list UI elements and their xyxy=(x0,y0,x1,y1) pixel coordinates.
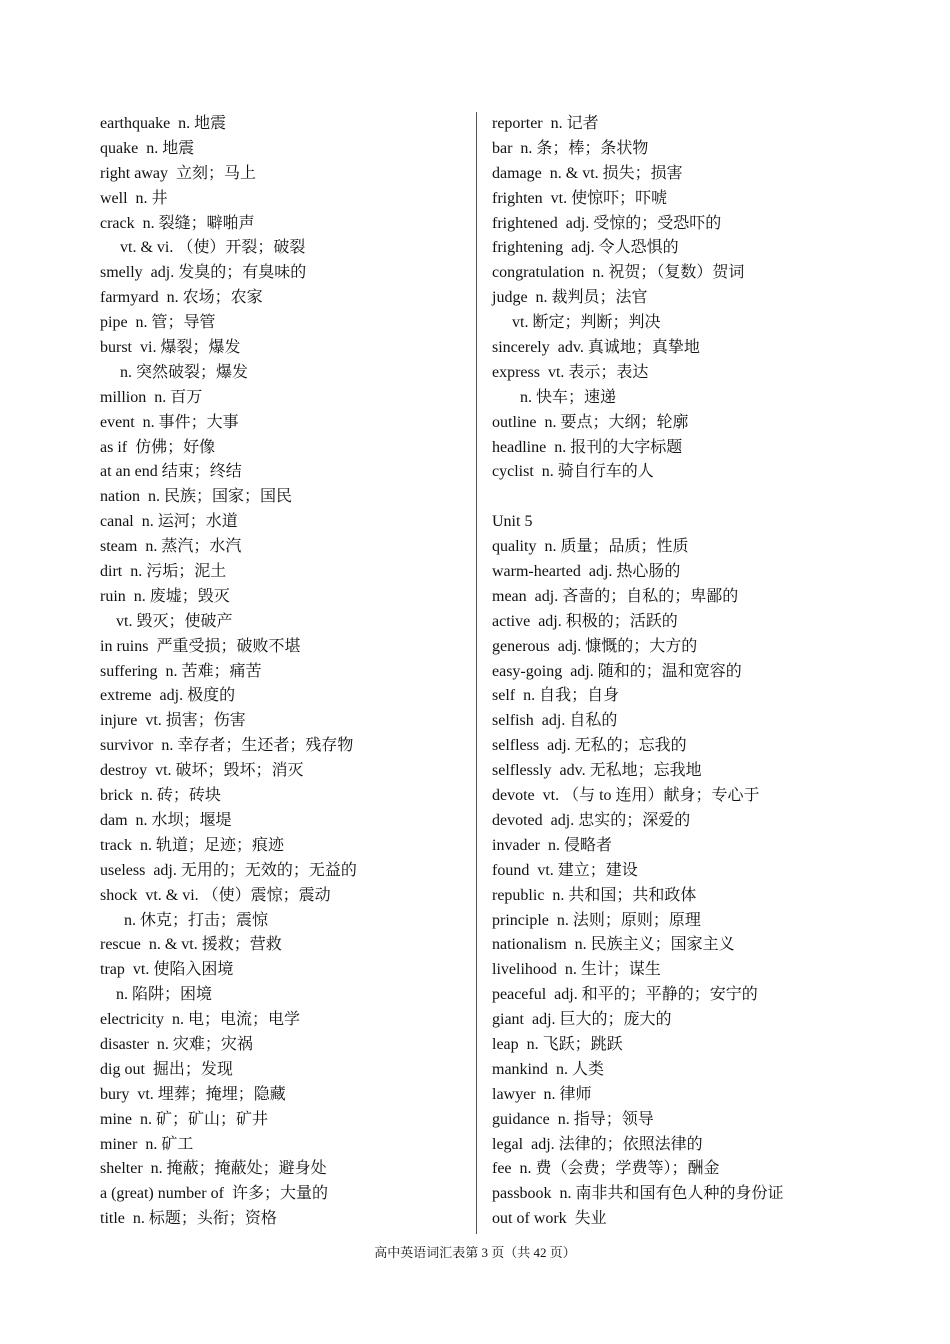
left-vocabulary-column xyxy=(100,112,468,1232)
vocabulary-entry: rescue n. & vt. 援救；营救 xyxy=(100,936,282,954)
vocabulary-entry: quality n. 质量；品质；性质 xyxy=(492,538,689,556)
vocabulary-entry: suffering n. 苦难；痛苦 xyxy=(100,662,262,680)
vocabulary-entry: selfish adj. 自私的 xyxy=(492,712,618,730)
vocabulary-entry: destroy vt. 破坏；毁坏；消灭 xyxy=(100,762,304,780)
vocabulary-entry: dam n. 水坝；堰堤 xyxy=(100,811,232,829)
vocabulary-entry: nation n. 民族；国家；国民 xyxy=(100,488,292,506)
vocabulary-entry: selflessly adv. 无私地；忘我地 xyxy=(492,762,702,780)
vocabulary-entry: burst vi. 爆裂；爆发 xyxy=(100,339,241,357)
vocabulary-entry: cyclist n. 骑自行车的人 xyxy=(492,463,654,481)
vocabulary-entry: damage n. & vt. 损失；损害 xyxy=(492,164,683,182)
right-vocabulary-column xyxy=(492,112,912,1232)
vocabulary-entry: livelihood n. 生计；谋生 xyxy=(492,961,661,979)
vocabulary-entry: well n. 井 xyxy=(100,189,168,207)
vocabulary-entry: ruin n. 废墟；毁灭 xyxy=(100,587,230,605)
vocabulary-entry: republic n. 共和国；共和政体 xyxy=(492,886,697,904)
vocabulary-entry: judge n. 裁判员；法官 xyxy=(492,289,648,307)
vocabulary-entry: congratulation n. 祝贺；（复数）贺词 xyxy=(492,264,745,282)
vocabulary-entry: easy-going adj. 随和的；温和宽容的 xyxy=(492,662,742,680)
vocabulary-entry: farmyard n. 农场；农家 xyxy=(100,289,263,307)
vocabulary-entry: n. 突然破裂；爆发 xyxy=(100,363,249,381)
vocabulary-entry: survivor n. 幸存者；生还者；残存物 xyxy=(100,737,354,755)
vocabulary-entry: brick n. 砖；砖块 xyxy=(100,787,221,805)
vocabulary-entry: self n. 自我；自身 xyxy=(492,687,620,705)
vocabulary-entry: a (great) number of 许多；大量的 xyxy=(100,1185,328,1203)
vocabulary-entry xyxy=(492,485,912,510)
vocabulary-entry: express vt. 表示；表达 xyxy=(492,363,649,381)
vocabulary-entry: mine n. 矿；矿山；矿井 xyxy=(100,1110,268,1128)
vocabulary-entry: warm-hearted adj. 热心肠的 xyxy=(492,563,681,581)
vocabulary-entry: frightened adj. 受惊的；受恐吓的 xyxy=(492,214,722,232)
vocabulary-entry: lawyer n. 律师 xyxy=(492,1085,592,1103)
vocabulary-entry: Unit 5 xyxy=(492,513,533,531)
vocabulary-entry: electricity n. 电；电流；电学 xyxy=(100,1011,300,1029)
vocabulary-entry: million n. 百万 xyxy=(100,388,203,406)
vocabulary-entry: selfless adj. 无私的；忘我的 xyxy=(492,737,687,755)
vocabulary-entry: mankind n. 人类 xyxy=(492,1060,604,1078)
page-footer: 高中英语词汇表第 3 页（共 42 页） xyxy=(374,1245,576,1260)
vocabulary-entry: passbook n. 南非共和国有色人种的身份证 xyxy=(492,1185,784,1203)
vocabulary-entry: dirt n. 污垢；泥土 xyxy=(100,563,227,581)
vocabulary-entry: injure vt. 损害；伤害 xyxy=(100,712,246,730)
vocabulary-entry: track n. 轨道；足迹；痕迹 xyxy=(100,836,284,854)
vocabulary-entry: generous adj. 慷慨的；大方的 xyxy=(492,637,698,655)
vocabulary-entry: peaceful adj. 和平的；平静的；安宁的 xyxy=(492,986,758,1004)
vocabulary-entry: as if 仿佛；好像 xyxy=(100,438,216,456)
vocabulary-entry: invader n. 侵略者 xyxy=(492,836,612,854)
vocabulary-entry: headline n. 报刊的大字标题 xyxy=(492,438,683,456)
vocabulary-entry: smelly adj. 发臭的；有臭味的 xyxy=(100,264,307,282)
vocabulary-entry: title n. 标题；头衔；资格 xyxy=(100,1210,277,1228)
vocabulary-entry: quake n. 地震 xyxy=(100,139,195,157)
vocabulary-entry: useless adj. 无用的；无效的；无益的 xyxy=(100,861,357,879)
vocabulary-entry: outline n. 要点；大纲；轮廓 xyxy=(492,413,689,431)
vocabulary-entry: right away 立刻；马上 xyxy=(100,164,256,182)
vocabulary-entry: crack n. 裂缝；噼啪声 xyxy=(100,214,255,232)
vocabulary-entry: n. 休克；打击；震惊 xyxy=(100,911,269,929)
vocabulary-entry: vt. 断定；判断；判决 xyxy=(492,314,661,332)
vocabulary-entry: extreme adj. 极度的 xyxy=(100,687,236,705)
vocabulary-entry: n. 陷阱；困境 xyxy=(100,986,213,1004)
vocabulary-entry: devote vt. （与 to 连用）献身；专心于 xyxy=(492,787,760,805)
vocabulary-entry: frighten vt. 使惊吓；吓唬 xyxy=(492,189,668,207)
vocabulary-entry: vt. 毁灭；使破产 xyxy=(100,612,233,630)
vocabulary-entry: earthquake n. 地震 xyxy=(100,115,227,132)
vocabulary-entry: out of work 失业 xyxy=(492,1210,607,1228)
vocabulary-entry: legal adj. 法律的；依照法律的 xyxy=(492,1135,703,1153)
vocabulary-entry: guidance n. 指导；领导 xyxy=(492,1110,654,1128)
vocabulary-entry: leap n. 飞跃；跳跃 xyxy=(492,1035,623,1053)
vocabulary-entry: pipe n. 管；导管 xyxy=(100,314,216,332)
vocabulary-entry: canal n. 运河；水道 xyxy=(100,513,238,531)
vocabulary-entry: vt. & vi. （使）开裂；破裂 xyxy=(100,239,306,257)
vocabulary-entry: giant adj. 巨大的；庞大的 xyxy=(492,1011,672,1029)
vocabulary-entry: fee n. 费（会费；学费等）；酬金 xyxy=(492,1160,720,1178)
vocabulary-entry: event n. 事件；大事 xyxy=(100,413,239,431)
vocabulary-entry: found vt. 建立；建设 xyxy=(492,861,638,879)
vocabulary-entry: reporter n. 记者 xyxy=(492,115,599,132)
vocabulary-entry: steam n. 蒸汽；水汽 xyxy=(100,538,242,556)
vocabulary-entry: bury vt. 埋葬；掩埋；隐藏 xyxy=(100,1085,286,1103)
vocabulary-entry: mean adj. 吝啬的；自私的；卑鄙的 xyxy=(492,587,739,605)
vocabulary-entry: n. 快车；速递 xyxy=(492,388,617,406)
vocabulary-entry: miner n. 矿工 xyxy=(100,1135,194,1153)
vocabulary-entry: dig out 掘出；发现 xyxy=(100,1060,233,1078)
vocabulary-entry: shelter n. 掩蔽；掩蔽处；避身处 xyxy=(100,1160,327,1178)
vocabulary-entry: devoted adj. 忠实的；深爱的 xyxy=(492,811,691,829)
column-divider xyxy=(476,112,477,1234)
vocabulary-entry: frightening adj. 令人恐惧的 xyxy=(492,239,679,257)
vocabulary-entry: active adj. 积极的；活跃的 xyxy=(492,612,678,630)
vocabulary-entry: bar n. 条；棒；条状物 xyxy=(492,139,649,157)
vocabulary-entry: shock vt. & vi. （使）震惊；震动 xyxy=(100,886,331,904)
vocabulary-entry: trap vt. 使陷入困境 xyxy=(100,961,234,979)
vocabulary-entry: principle n. 法则；原则；原理 xyxy=(492,911,701,929)
vocabulary-entry: disaster n. 灾难；灾祸 xyxy=(100,1035,253,1053)
vocabulary-entry: sincerely adv. 真诚地；真挚地 xyxy=(492,339,700,357)
vocabulary-entry: in ruins 严重受损；破败不堪 xyxy=(100,637,301,655)
vocabulary-entry: nationalism n. 民族主义；国家主义 xyxy=(492,936,735,954)
vocabulary-entry: at an end 结束；终结 xyxy=(100,463,242,481)
